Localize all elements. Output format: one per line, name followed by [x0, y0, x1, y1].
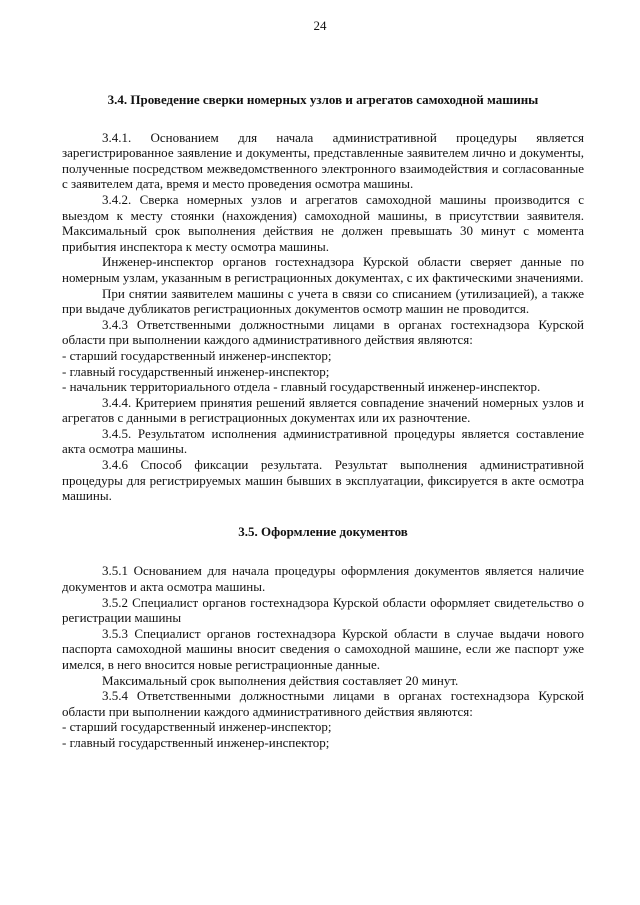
section-heading-3-4: 3.4. Проведение сверки номерных узлов и агрегатов самоходной машины	[107, 92, 539, 107]
paragraph-3-4-3: 3.4.3 Ответственными должностными лицами в органах гостехнадзора Курской области при выполнении каждого административного действия являются:	[62, 316, 584, 348]
paragraph-deregistration: При снятии заявителем машины с учета в связи со списанием (утилизацией), а также при выдаче дубликатов регистрационных документов осмотр машин не проводится.	[62, 285, 584, 317]
paragraph-max-time: Максимальный срок выполнения действия составляет 20 минут.	[102, 672, 459, 688]
paragraph-3-4-4: 3.4.4. Критерием принятия решений является совпадение значений номерных узлов и агрегатов с данными в регистрационных документах или их разночтение.	[62, 394, 584, 426]
paragraph-3-4-6: 3.4.6 Способ фиксации результата. Результат выполнения административной процедуры для регистрируемых машин бывших в эксплуатации, фиксируется в акте осмотра машины.	[62, 457, 584, 504]
paragraph-3-4-5: 3.4.5. Результатом исполнения административной процедуры является составление акта осмотра машины.	[62, 425, 584, 457]
paragraph-3-5-4: 3.5.4 Ответственными должностными лицами в органах гостехнадзора Курской области при выполнении каждого административного действия являются:	[62, 688, 584, 719]
page-number: 24	[313, 18, 327, 33]
paragraph-3-4-2: 3.4.2. Сверка номерных узлов и агрегатов самоходной машины производится с выездом к месту стоянки (нахождения) самоходной машины, в присутствии заявителя. Максимальный срок выполнения действия не должен превышать 30 минут с момента прибытия инспектора к месту осмотра машины.	[62, 191, 584, 254]
paragraph-3-5-1: 3.5.1 Основанием для начала процедуры оформления документов является наличие документов и акта осмотра машины.	[62, 563, 584, 595]
list-item-chief-inspector-2: - главный государственный инженер-инспектор;	[62, 734, 330, 750]
section-heading-3-5: 3.5. Оформление документов	[238, 523, 408, 539]
list-item-department-head: - начальник территориального отдела - главный государственный инженер-инспектор.	[62, 379, 541, 395]
paragraph-3-5-3: 3.5.3 Специалист органов гостехнадзора Курской области в случае выдачи нового паспорта самоходной машины вносит сведения о самоходной машине, если же паспорт уже имелся, в него вносится новые регистрационные данные.	[62, 625, 584, 672]
document-body	[62, 92, 584, 751]
paragraph-3-5-2: 3.5.2 Специалист органов гостехнадзора Курской области оформляет свидетельство о регистрации машины	[62, 594, 584, 626]
list-item-chief-inspector: - главный государственный инженер-инспектор;	[62, 363, 330, 379]
paragraph-inspector-verifies: Инженер-инспектор органов гостехнадзора Курской области сверяет данные по номерным узлам, указанным в регистрационных документах, с их фактическими значениями.	[62, 254, 584, 285]
list-item-senior-inspector-2: - старший государственный инженер-инспектор;	[62, 719, 332, 735]
list-item-senior-inspector: - старший государственный инженер-инспектор;	[62, 347, 332, 363]
paragraph-3-4-1: 3.4.1. Основанием для начала административной процедуры является зарегистрированное заявление и документы, представленные заявителем лично и документы, полученные посредством межведомственного электронного взаимодействия и согласованные с заявителем дата, время и место проведения осмотра машины.	[62, 129, 584, 192]
